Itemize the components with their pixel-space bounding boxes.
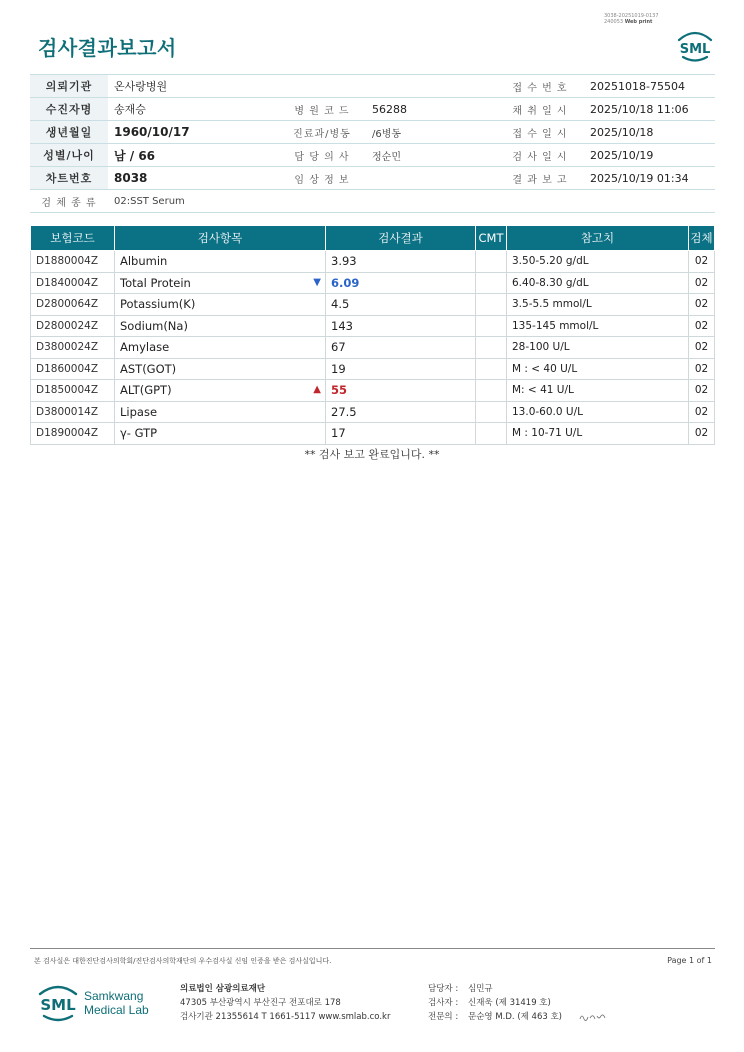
cmt-cell <box>476 272 507 294</box>
lab-name-line-1: Samkwang <box>84 989 144 1003</box>
birth-label: 생년월일 <box>30 121 108 144</box>
specimen-code: 02 <box>689 337 715 359</box>
cmt-cell <box>476 380 507 402</box>
table-row <box>31 423 715 445</box>
table-row <box>31 358 715 380</box>
receipt-date-value: 2025/10/18 <box>584 121 715 144</box>
specimen-code: 02 <box>689 272 715 294</box>
cmt-cell <box>476 315 507 337</box>
collection-label: 채 취 일 시 <box>496 98 584 121</box>
test-item-name: Potassium(K) <box>120 297 196 312</box>
test-item-name: Amylase <box>120 340 170 355</box>
low-flag-icon: ▼ <box>313 276 321 288</box>
reference-range: M : 10-71 U/L <box>507 423 689 445</box>
cmt-cell <box>476 337 507 359</box>
col-header-result: 검사결과 <box>326 226 476 251</box>
specimen-label: 검 체 종 류 <box>30 190 108 213</box>
info-row <box>30 190 715 213</box>
insurance-code: D3800024Z <box>31 337 115 359</box>
test-result: 6.09 <box>326 272 476 294</box>
sex-age-label: 성별/나이 <box>30 144 108 167</box>
name-label: 수진자명 <box>30 98 108 121</box>
table-row <box>31 380 715 402</box>
corp-contact: 검사기관 21355614 T 1661-5117 www.smlab.co.kr <box>180 1012 391 1022</box>
test-item-name: Sodium(Na) <box>120 318 188 333</box>
report-label: 결 과 보 고 <box>496 167 584 190</box>
institution-value: 온사랑병원 <box>108 75 496 98</box>
corporation-info <box>180 982 390 1024</box>
test-item-name: ALT(GPT) <box>120 383 172 398</box>
svg-text:SML: SML <box>679 42 711 57</box>
test-result: 17 <box>326 423 476 445</box>
logo-text: SML <box>40 996 76 1014</box>
staff-label: 전문의 : <box>428 1012 459 1022</box>
hospital-code-value: 56288 <box>366 98 496 121</box>
samkwang-logo-icon <box>36 980 80 1026</box>
specimen-code: 02 <box>689 358 715 380</box>
test-result: 55 <box>326 380 476 402</box>
dept-label: 진료과/병동 <box>278 121 366 144</box>
table-row <box>31 251 715 273</box>
staff-row <box>428 996 562 1010</box>
chart-value: 8038 <box>108 167 278 190</box>
reference-range: M: < 41 U/L <box>507 380 689 402</box>
test-result: 19 <box>326 358 476 380</box>
specimen-value: 02:SST Serum <box>108 190 715 213</box>
specimen-code: 02 <box>689 380 715 402</box>
staff-row <box>428 982 562 996</box>
reference-range: M : < 40 U/L <box>507 358 689 380</box>
test-item-name: Albumin <box>120 254 168 269</box>
table-row <box>31 337 715 359</box>
signature-icon <box>578 1010 608 1024</box>
doc-code-line-1: 3038-20251019-0137 <box>604 13 659 19</box>
document-code <box>604 13 659 25</box>
web-print-label: Web print <box>624 19 653 25</box>
insurance-code: D1860004Z <box>31 358 115 380</box>
hospital-code-label: 병 원 코 드 <box>278 98 366 121</box>
cmt-cell <box>476 401 507 423</box>
test-result: 67 <box>326 337 476 359</box>
test-item-name: Lipase <box>120 404 158 419</box>
reference-range: 28-100 U/L <box>507 337 689 359</box>
info-row <box>30 167 715 190</box>
test-item <box>115 294 326 316</box>
clinical-label: 임 상 정 보 <box>278 167 366 190</box>
corp-name: 의료법인 삼광의료재단 <box>180 984 266 994</box>
reference-range: 6.40-8.30 g/dL <box>507 272 689 294</box>
dept-value: /6병동 <box>366 121 496 144</box>
test-date-value: 2025/10/19 <box>584 144 715 167</box>
cmt-cell <box>476 358 507 380</box>
page-indicator: Page 1 of 1 <box>667 956 712 965</box>
insurance-code: D1840004Z <box>31 272 115 294</box>
receipt-no-label: 접 수 번 호 <box>496 75 584 98</box>
specimen-code: 02 <box>689 294 715 316</box>
col-header-specimen: 검체 <box>689 226 715 251</box>
staff-row <box>428 1010 562 1024</box>
specimen-code: 02 <box>689 251 715 273</box>
table-row <box>31 315 715 337</box>
test-result: 3.93 <box>326 251 476 273</box>
insurance-code: D2800064Z <box>31 294 115 316</box>
corp-address: 47305 부산광역시 부산진구 전포대로 178 <box>180 998 341 1008</box>
name-value: 송재승 <box>108 98 278 121</box>
test-item <box>115 358 326 380</box>
insurance-code: D3800014Z <box>31 401 115 423</box>
test-date-label: 검 사 일 시 <box>496 144 584 167</box>
staff-value: 문순영 M.D. (제 463 호) <box>468 1012 563 1022</box>
doctor-label: 담 당 의 사 <box>278 144 366 167</box>
receipt-date-label: 접 수 일 시 <box>496 121 584 144</box>
info-row <box>30 98 715 121</box>
doctor-value: 정순민 <box>366 144 496 167</box>
report-value: 2025/10/19 01:34 <box>584 167 715 190</box>
test-item-name: Total Protein <box>120 275 191 290</box>
results-header-row <box>31 226 715 251</box>
staff-label: 담당자 : <box>428 984 459 994</box>
col-header-cmt: CMT <box>476 226 507 251</box>
info-row <box>30 144 715 167</box>
test-item <box>115 337 326 359</box>
cmt-cell <box>476 251 507 273</box>
staff-value: 신재욱 (제 31419 호) <box>468 998 551 1008</box>
staff-label: 검사자 : <box>428 998 459 1008</box>
col-header-item: 검사항목 <box>115 226 326 251</box>
receipt-no-value: 20251018-75504 <box>584 75 715 98</box>
specimen-code: 02 <box>689 423 715 445</box>
report-completion-text: ** 검사 보고 완료입니다. ** <box>304 448 440 461</box>
insurance-code: D1850004Z <box>31 380 115 402</box>
patient-info-table <box>30 74 715 213</box>
doc-code-line-2 <box>604 19 659 25</box>
cmt-cell <box>476 294 507 316</box>
chart-label: 차트번호 <box>30 167 108 190</box>
col-header-code: 보험코드 <box>31 226 115 251</box>
birth-value: 1960/10/17 <box>108 121 278 144</box>
insurance-code: D1880004Z <box>31 251 115 273</box>
reference-range: 135-145 mmol/L <box>507 315 689 337</box>
staff-value: 심민규 <box>468 984 493 994</box>
clinical-value <box>366 167 496 190</box>
test-result: 27.5 <box>326 401 476 423</box>
table-row <box>31 401 715 423</box>
institution-label: 의뢰기관 <box>30 75 108 98</box>
cmt-cell <box>476 423 507 445</box>
collection-value: 2025/10/18 11:06 <box>584 98 715 121</box>
test-item <box>115 272 326 294</box>
reference-range: 3.5-5.5 mmol/L <box>507 294 689 316</box>
insurance-code: D2800024Z <box>31 315 115 337</box>
lab-name <box>84 989 149 1017</box>
results-table <box>30 225 715 445</box>
insurance-code: D1890004Z <box>31 423 115 445</box>
table-row <box>31 294 715 316</box>
test-item <box>115 380 326 402</box>
specimen-code: 02 <box>689 315 715 337</box>
reference-range: 13.0-60.0 U/L <box>507 401 689 423</box>
info-row <box>30 75 715 98</box>
test-item <box>115 251 326 273</box>
page-title: 검사결과보고서 <box>38 36 177 60</box>
table-row <box>31 272 715 294</box>
sex-age-value: 남 / 66 <box>108 144 278 167</box>
test-item <box>115 423 326 445</box>
specimen-code: 02 <box>689 401 715 423</box>
high-flag-icon: ▲ <box>313 384 321 395</box>
test-item <box>115 401 326 423</box>
test-result: 143 <box>326 315 476 337</box>
reference-range: 3.50-5.20 g/dL <box>507 251 689 273</box>
accreditation-note: 본 검사실은 대한진단검사의학회/진단검사의학재단의 우수검사실 신임 인증을 받은 검사실입니다. <box>34 957 332 965</box>
test-result: 4.5 <box>326 294 476 316</box>
test-item <box>115 315 326 337</box>
staff-info <box>428 982 562 1024</box>
col-header-reference: 참고치 <box>507 226 689 251</box>
sml-logo-icon <box>675 28 715 62</box>
test-item-name: AST(GOT) <box>120 361 177 376</box>
info-row <box>30 121 715 144</box>
test-item-name: γ- GTP <box>120 426 158 441</box>
doc-code-number: 240053 <box>604 19 624 25</box>
footer-divider <box>30 948 715 949</box>
lab-name-line-2: Medical Lab <box>84 1003 149 1017</box>
